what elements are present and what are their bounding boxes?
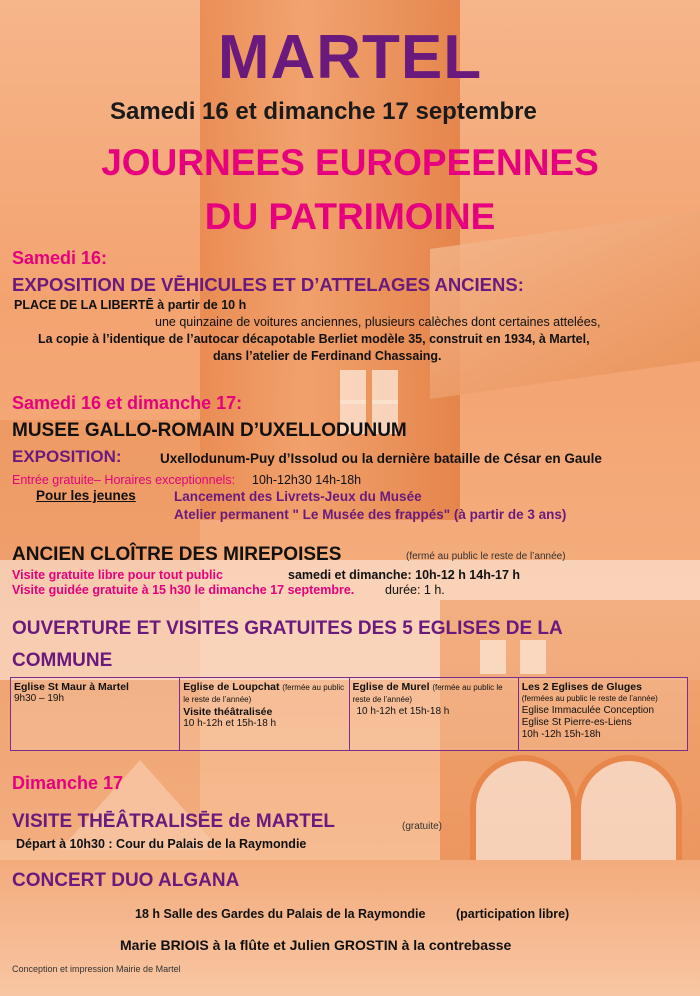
- vehicle-expo-line3: dans l’atelier de Ferdinand Chassaing.: [213, 349, 442, 363]
- church-sub: Visite théâtralisée: [183, 706, 273, 718]
- church-sub: Eglise Immaculée Conception Eglise St Pierre-es-Liens: [521, 705, 655, 728]
- theatre-title: VISITE THĒÂTRALISĒE de MARTEL: [12, 811, 336, 832]
- event-name-line1: JOURNEES EUROPEENNES: [101, 142, 599, 183]
- young-label: Pour les jeunes: [36, 488, 136, 503]
- vehicle-expo-title: EXPOSITION DE VĒHICULES ET D’ATTELAGES ANCIENS:: [12, 274, 524, 295]
- church-hours: 9h30 – 19h: [14, 693, 65, 704]
- concert-place: 18 h Salle des Gardes du Palais de la Raymondie: [135, 907, 426, 921]
- vehicle-expo-place: PLACE DE LA LIBERTĒ à partir de 10 h: [14, 298, 247, 312]
- museum-title: MUSEE GALLO-ROMAIN D’UXELLODUNUM: [12, 420, 407, 441]
- event-dates: Samedi 16 et dimanche 17 septembre: [110, 98, 537, 125]
- church-note: (fermée au public le reste de l’année): [352, 683, 503, 704]
- church-name: Eglise de Loupchat: [183, 681, 280, 693]
- church-note: (fermée au public le reste de l’année): [183, 683, 345, 704]
- cloister-note: (fermé au public le reste de l’année): [406, 551, 566, 562]
- church-name: Eglise St Maur à Martel: [14, 681, 129, 693]
- concert-note: (participation libre): [456, 907, 570, 921]
- weekend-heading: Samedi 16 et dimanche 17:: [12, 393, 243, 413]
- museum-hours: 10h-12h30 14h-18h: [252, 473, 362, 487]
- cloister-free-hours: samedi et dimanche: 10h-12 h 14h-17 h: [288, 568, 521, 582]
- church-hours: 10 h-12h et 15h-18 h: [183, 718, 277, 729]
- cloister-duration: durée: 1 h.: [385, 583, 445, 597]
- sunday-heading: Dimanche 17: [12, 773, 124, 793]
- church-cell-st-maur: [11, 678, 180, 750]
- churches-title-line1: OUVERTURE ET VISITES GRATUITES DES 5 EGLISES DE LA: [12, 618, 563, 639]
- cloister-free-visit: Visite gratuite libre pour tout public: [12, 568, 223, 582]
- church-name: Eglise de Murel: [352, 681, 430, 693]
- young-text1: Lancement des Livrets-Jeux du Musée: [174, 489, 422, 504]
- church-note: (fermées au public le reste de l’année): [521, 694, 658, 703]
- young-text2: Atelier permanent " Le Musée des frappés" (à partir de 3 ans): [174, 507, 567, 522]
- page-title: MARTEL: [217, 23, 483, 92]
- churches-title-line2: COMMUNE: [12, 650, 113, 671]
- saturday-heading: Samedi 16:: [12, 248, 108, 268]
- cloister-title: ANCIEN CLOÎTRE DES MIREPOISES: [12, 544, 342, 565]
- vehicle-expo-line1: une quinzaine de voitures anciennes, plusieurs calèches dont certaines attelées,: [155, 315, 601, 329]
- church-cell-gluges: [519, 678, 687, 750]
- footer-credit: Conception et impression Mairie de Martel: [12, 964, 181, 974]
- expo-text: Uxellodunum-Puy d’Issolud ou la dernière bataille de César en Gaule: [160, 451, 602, 466]
- concert-title: CONCERT DUO ALGANA: [12, 870, 240, 891]
- concert-artists: Marie BRIOIS à la flûte et Julien GROSTIN à la contrebasse: [120, 937, 512, 953]
- theatre-departure: Départ à 10h30 : Cour du Palais de la Raymondie: [16, 837, 307, 851]
- vehicle-expo-line2: La copie à l’identique de l’autocar décapotable Berliet modèle 35, construit en 1934, à Martel,: [38, 332, 590, 346]
- event-name-line2: DU PATRIMOINE: [204, 196, 496, 237]
- church-cell-loupchat: [180, 678, 349, 750]
- church-hours: 10 h-12h et 15h-18 h: [356, 706, 450, 717]
- museum-entry: Entrée gratuite– Horaires exceptionnels:: [12, 473, 236, 487]
- expo-label: EXPOSITION:: [12, 447, 122, 466]
- church-name: Les 2 Eglises de Gluges: [521, 681, 642, 693]
- cloister-guided-visit: Visite guidée gratuite à 15 h30 le dimanche 17 septembre.: [12, 583, 355, 597]
- theatre-note: (gratuite): [402, 821, 443, 832]
- church-cell-murel: [350, 678, 519, 750]
- churches-table: [10, 677, 688, 751]
- church-hours: 10h -12h 15h-18h: [521, 729, 601, 740]
